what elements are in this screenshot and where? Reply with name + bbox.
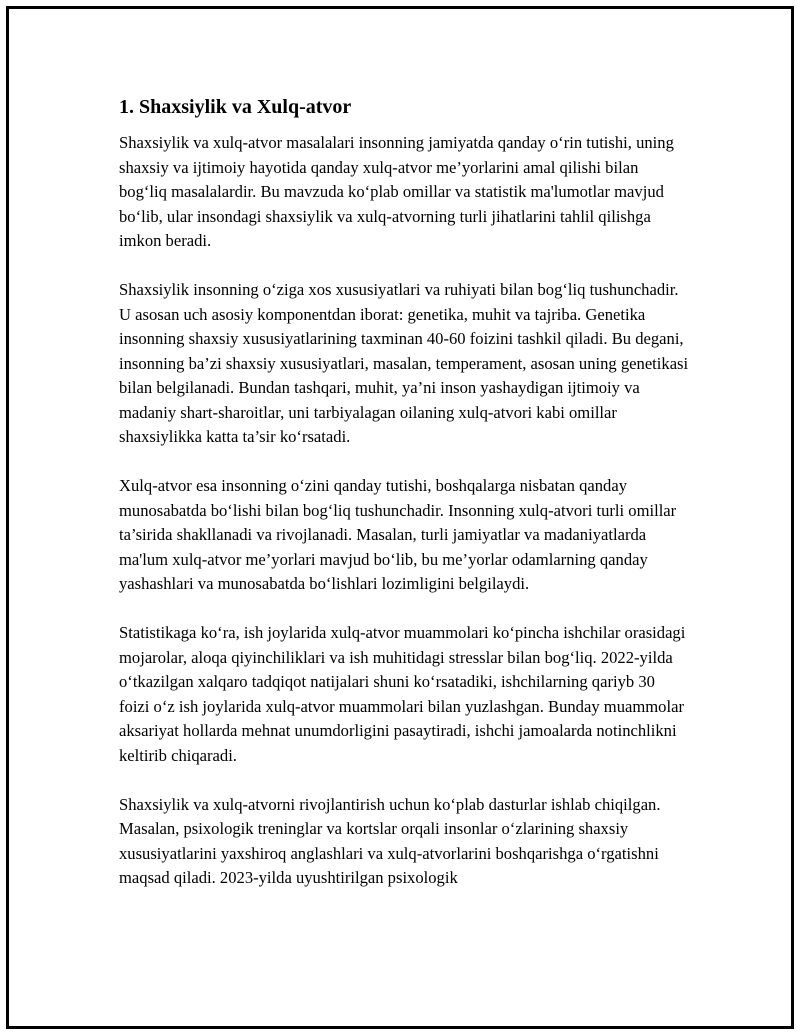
paragraph-3: Xulq-atvor esa insonning o‘zini qanday tutishi, boshqalarga nisbatan qanday munosabatda bo‘lishi bilan bog‘liq tushunchadir. Insonning xulq-atvori turli omillar ta’sirida shakllanadi va rivojlanadi. Masalan, turli jamiyatlar va madaniyatlarda ma'lum xulq-atvor me’yorlari mavjud bo‘lib, bu me’yorlar odamlarning qanday yashashlari va munosabatda bo‘lishlari lozimligini belgilaydi. bbox=[119, 476, 677, 593]
section-heading: 1. Shaxsiylik va Xulq-atvor bbox=[119, 96, 352, 118]
paragraph-5: Shaxsiylik va xulq-atvorni rivojlantirish uchun ko‘plab dasturlar ishlab chiqilgan. Masalan, psixologik treninglar va kortslar orqali insonlar o‘zlarining shaxsiy xususiyatlarini yaxshiroq anglashlari va xulq-atvorlarini boshqarishga o‘rgatishni maqsad qiladi. 2023-yilda uyushtirilgan psixologik bbox=[119, 794, 661, 887]
paragraph-2: Shaxsiylik insonning o‘ziga xos xususiyatlari va ruhiyati bilan bog‘liq tushunchadir. U asosan uch asosiy komponentdan iborat: genetika, muhit va tajriba. Genetika insonning shaxsiy xususiyatlarining taxminan 40-60 foizini tashkil qiladi. Bu degani, insonning ba’zi shaxsiy xususiyatlari, masalan, temperament, asosan uning genetikasi bilan belgilanadi. Bundan tashqari, muhit, ya’ni inson yashaydigan ijtimoiy va madaniy shart-sharoitlar, uni tarbiyalagan oilaning xulq-atvori kabi omillar shaxsiylikka katta ta’sir ko‘rsatadi. bbox=[119, 280, 689, 446]
document-body bbox=[119, 95, 689, 915]
paragraph-1: Shaxsiylik va xulq-atvor masalalari insonning jamiyatda qanday o‘rin tutishi, uning shaxsiy va ijtimoiy hayotida qanday xulq-atvor me’yorlarini amal qilishi bilan bog‘liq masalalardir. Bu mavzuda ko‘plab omillar va statistik ma'lumotlar mavjud bo‘lib, ular insondagi shaxsiylik va xulq-atvorning turli jihatlarini tahlil qilishga imkon beradi. bbox=[119, 133, 674, 250]
document-page bbox=[6, 6, 794, 1029]
paragraph-4: Statistikaga ko‘ra, ish joylarida xulq-atvor muammolari ko‘pincha ishchilar orasidagi mojarolar, aloqa qiyinchiliklari va ish muhitidagi stresslar bilan bog‘liq. 2022-yilda o‘tkazilgan xalqaro tadqiqot natijalari shuni ko‘rsatadiki, ishchilarning qariyb 30 foizi o‘z ish joylarida xulq-atvor muammolari bilan yuzlashgan. Bunday muammolar aksariyat hollarda mehnat unumdorligini pasaytiradi, ishchi jamoalarda notinchlikni keltirib chiqaradi. bbox=[119, 623, 686, 765]
